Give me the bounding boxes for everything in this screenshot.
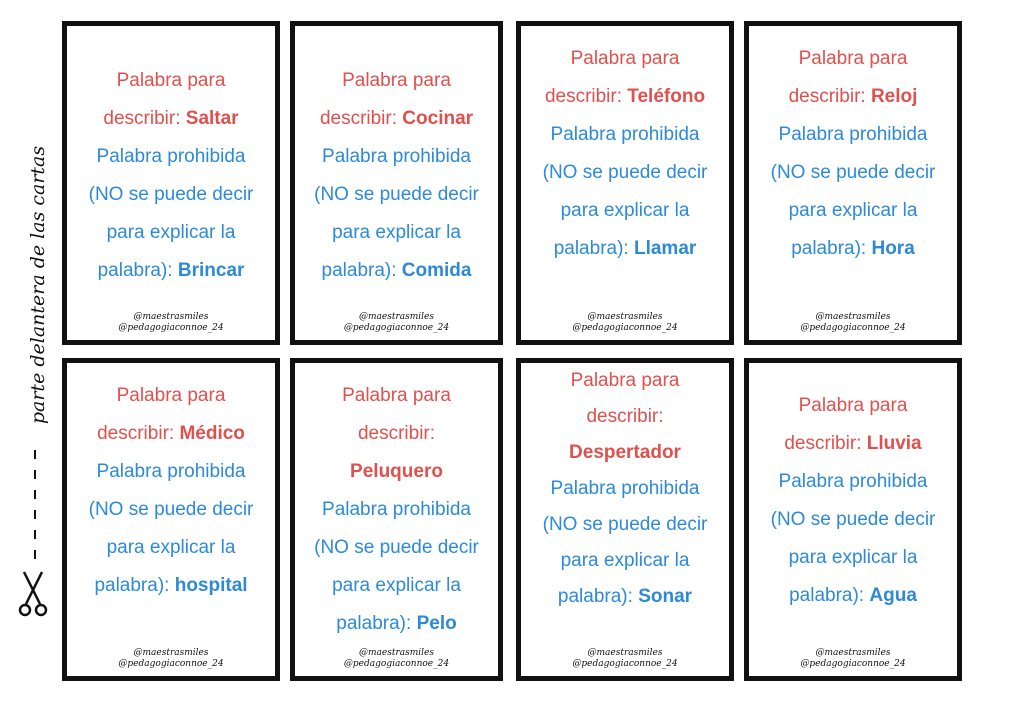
forbidden-line: palabra): Llamar	[553, 238, 697, 259]
author-handles	[521, 312, 729, 334]
card-body	[757, 40, 949, 268]
handle-2: @pedagogiaconnoe_24	[118, 323, 224, 333]
handle-2: @pedagogiaconnoe_24	[343, 659, 450, 669]
describe-line: describir: Cocinar	[319, 108, 474, 129]
forbidden-line: palabra): Comida	[321, 260, 472, 281]
handle-2: @pedagogiaconnoe_24	[800, 323, 906, 333]
describe-line: Palabra para	[342, 385, 451, 406]
card-3	[516, 21, 734, 345]
forbidden-word: Agua	[869, 585, 917, 606]
author-handles	[67, 648, 275, 670]
cut-dash	[34, 530, 36, 539]
forbidden-line: para explicar la	[106, 222, 236, 243]
author-handles	[295, 312, 498, 334]
card-8	[744, 358, 962, 681]
describe-line: Palabra para	[116, 385, 226, 406]
describe-line: Palabra para	[570, 370, 680, 391]
forbidden-line: Palabra prohibida	[778, 124, 928, 145]
forbidden-line: Palabra prohibida	[322, 499, 471, 520]
card-7	[516, 358, 734, 681]
handle-1: @maestrasmiles	[815, 312, 891, 322]
describe-word: Médico	[179, 423, 245, 444]
cut-dash	[34, 470, 36, 479]
describe-line: Palabra para	[798, 48, 908, 69]
describe-line: describir: Lluvia	[784, 433, 922, 454]
handle-1: @maestrasmiles	[133, 312, 209, 322]
handle-1: @maestrasmiles	[587, 648, 663, 658]
card-4	[744, 21, 962, 345]
describe-word: Teléfono	[627, 86, 706, 107]
cut-dash	[34, 450, 36, 459]
forbidden-line: (NO se puede decir	[770, 162, 936, 183]
author-handles	[521, 648, 729, 670]
describe-word: Despertador	[569, 442, 681, 463]
forbidden-line: palabra): Hora	[791, 238, 915, 259]
forbidden-line: palabra): hospital	[94, 575, 248, 596]
card-body	[529, 363, 721, 615]
author-handles	[749, 312, 957, 334]
forbidden-line: Palabra prohibida	[322, 146, 471, 167]
handle-1: @maestrasmiles	[133, 648, 209, 658]
card-2	[290, 21, 503, 345]
forbidden-line: Palabra prohibida	[96, 461, 246, 482]
describe-line: describir:	[586, 406, 664, 427]
describe-line: Palabra para	[570, 48, 680, 69]
forbidden-word: Pelo	[416, 613, 457, 634]
forbidden-line: (NO se puede decir	[770, 509, 936, 530]
cut-guide	[0, 0, 60, 724]
forbidden-line: para explicar la	[332, 575, 461, 596]
card-body	[303, 62, 490, 290]
describe-line: describir: Reloj	[788, 86, 918, 107]
forbidden-line: palabra): Agua	[789, 585, 917, 606]
cut-dash	[34, 550, 36, 559]
card-body	[757, 387, 949, 615]
card-6	[290, 358, 503, 681]
handle-1: @maestrasmiles	[359, 648, 434, 658]
forbidden-line: palabra): Brincar	[97, 260, 245, 281]
handle-2: @pedagogiaconnoe_24	[572, 659, 678, 669]
forbidden-line: para explicar la	[332, 222, 461, 243]
forbidden-line: Palabra prohibida	[550, 478, 700, 499]
scissors-icon	[18, 570, 48, 618]
forbidden-word: hospital	[174, 575, 248, 596]
handle-1: @maestrasmiles	[587, 312, 663, 322]
describe-line: describir: Teléfono	[544, 86, 706, 107]
forbidden-word: Brincar	[177, 260, 245, 281]
describe-line: describir: Médico	[97, 423, 245, 444]
forbidden-line: (NO se puede decir	[314, 537, 479, 558]
forbidden-line: para explicar la	[560, 550, 690, 571]
author-handles	[67, 312, 275, 334]
forbidden-line: Palabra prohibida	[96, 146, 246, 167]
forbidden-line: (NO se puede decir	[314, 184, 479, 205]
describe-word: Lluvia	[866, 433, 922, 454]
forbidden-line: (NO se puede decir	[88, 499, 254, 520]
forbidden-line: para explicar la	[106, 537, 236, 558]
author-handles	[749, 648, 957, 670]
card-body	[75, 377, 267, 605]
handle-2: @pedagogiaconnoe_24	[343, 323, 450, 333]
card-body	[75, 62, 267, 290]
handle-2: @pedagogiaconnoe_24	[118, 659, 224, 669]
card-body	[303, 377, 490, 643]
forbidden-line: (NO se puede decir	[542, 162, 708, 183]
describe-word: Peluquero	[350, 461, 443, 482]
cut-dash	[34, 490, 36, 499]
describe-word: Reloj	[870, 86, 918, 107]
describe-word: Saltar	[185, 108, 239, 129]
forbidden-word: Hora	[871, 238, 915, 259]
forbidden-line: Palabra prohibida	[778, 471, 928, 492]
describe-line: describir:	[357, 423, 436, 444]
describe-line: Palabra para	[116, 70, 226, 91]
describe-line: describir: Saltar	[103, 108, 239, 129]
forbidden-line: (NO se puede decir	[542, 514, 708, 535]
author-handles	[295, 648, 498, 670]
forbidden-line: para explicar la	[560, 200, 690, 221]
describe-word: Cocinar	[402, 108, 474, 129]
handle-1: @maestrasmiles	[815, 648, 891, 658]
forbidden-word: Sonar	[638, 586, 693, 607]
forbidden-line: para explicar la	[788, 200, 918, 221]
forbidden-line: Palabra prohibida	[550, 124, 700, 145]
handle-1: @maestrasmiles	[359, 312, 434, 322]
handle-2: @pedagogiaconnoe_24	[800, 659, 906, 669]
card-1	[62, 21, 280, 345]
side-label: parte delantera de las cartas	[27, 145, 49, 425]
forbidden-line: (NO se puede decir	[88, 184, 254, 205]
forbidden-line: palabra): Sonar	[557, 586, 693, 607]
forbidden-word: Llamar	[633, 238, 697, 259]
describe-line: Palabra para	[798, 395, 908, 416]
describe-line: Palabra para	[342, 70, 451, 91]
card-body	[529, 40, 721, 268]
forbidden-line: palabra): Pelo	[336, 613, 457, 634]
card-5	[62, 358, 280, 681]
handle-2: @pedagogiaconnoe_24	[572, 323, 678, 333]
cut-dash	[34, 510, 36, 519]
forbidden-line: para explicar la	[788, 547, 918, 568]
forbidden-word: Comida	[401, 260, 472, 281]
